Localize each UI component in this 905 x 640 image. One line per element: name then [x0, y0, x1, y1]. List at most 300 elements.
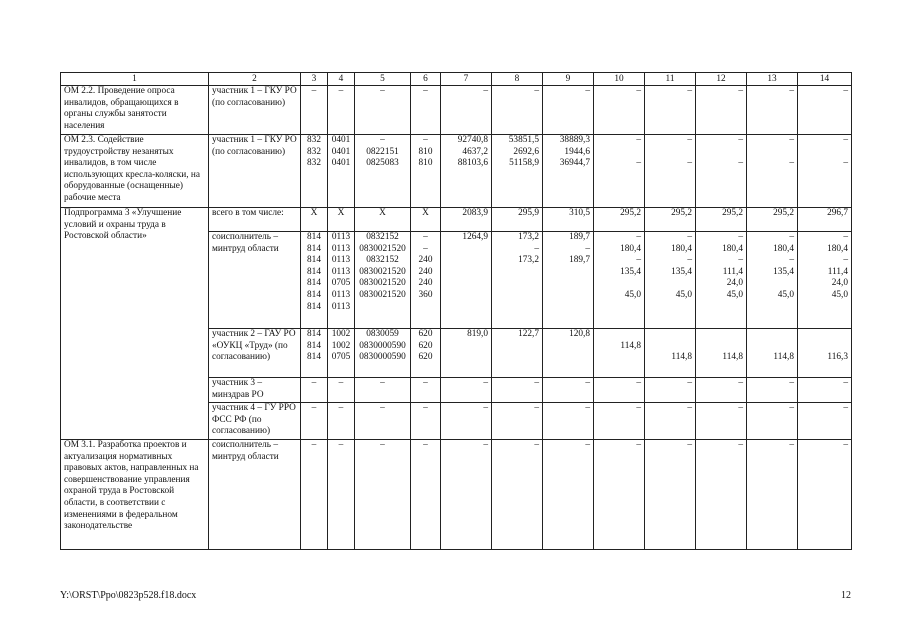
value-cell: [492, 208, 543, 232]
cell-value: 814: [307, 301, 321, 312]
cell-value: [444, 352, 488, 364]
cell-value: [801, 302, 848, 314]
cell-value: 0113: [331, 266, 351, 277]
cell-value: 180,4: [722, 243, 743, 254]
cell-value: 0825083: [366, 158, 399, 169]
cell-value: [648, 329, 692, 341]
value-cell: [492, 440, 543, 550]
cell-value: 45,0: [675, 289, 692, 300]
measure-name-cell: ОМ 3.1. Разработка проектов и актуализация нормативных правовых актов, направленных на совершенствование управления охраной труда в Ростовской области, в соответствии с изменениями в федеральном законодательстве: [61, 440, 209, 550]
cell-value: Х: [422, 208, 429, 218]
cell-value: –: [585, 403, 590, 413]
cell-value: –: [636, 378, 641, 388]
value-cell: [645, 232, 696, 329]
value-cell: [696, 440, 747, 550]
value-cell: [747, 403, 798, 440]
cell-value: [648, 147, 692, 159]
value-cell: [594, 232, 645, 329]
cell-value: –: [534, 86, 539, 96]
column-number-header: 14: [798, 73, 852, 86]
cell-value: 814: [307, 329, 321, 339]
cell-value: –: [380, 378, 385, 388]
cell-value: –: [423, 440, 428, 450]
cell-value: 38889,3: [559, 135, 590, 145]
cell-value: –: [483, 86, 488, 96]
cell-value: 240: [418, 266, 433, 277]
column-number-header: 5: [355, 73, 411, 86]
cell-value: 832: [307, 146, 321, 157]
cell-value: 24,0: [831, 278, 848, 289]
cell-value: 295,2: [722, 208, 743, 218]
value-cell: [301, 378, 328, 403]
cell-value: –: [843, 86, 848, 96]
cell-value: 295,9: [518, 208, 539, 218]
value-cell: [798, 86, 852, 135]
cell-value: –: [636, 232, 641, 242]
value-cell: [328, 135, 355, 208]
column-number-header: 12: [696, 73, 747, 86]
cell-value: [444, 341, 488, 353]
cell-value: 36944,7: [559, 158, 590, 169]
cell-value: –: [843, 255, 848, 266]
cell-value: [801, 341, 848, 353]
cell-value: –: [687, 378, 692, 388]
cell-value: 814: [307, 340, 321, 351]
value-cell: [301, 86, 328, 135]
cell-value: –: [636, 86, 641, 96]
cell-value: –: [738, 378, 743, 388]
cell-value: –: [843, 403, 848, 413]
value-cell: [328, 208, 355, 232]
cell-value: [699, 147, 743, 159]
cell-value: 1264,9: [462, 232, 488, 242]
cell-value: 180,4: [620, 243, 641, 254]
cell-value: –: [534, 243, 539, 254]
cell-value: 0113: [331, 255, 351, 266]
cell-value: 88103,6: [457, 158, 488, 169]
cell-value: [546, 302, 590, 314]
cell-value: –: [738, 86, 743, 96]
cell-value: [597, 352, 641, 364]
cell-value: [801, 329, 848, 341]
value-cell: [543, 378, 594, 403]
participant-cell: участник 1 – ГКУ РО (по согласованию): [209, 86, 301, 135]
cell-value: 0830021520: [359, 278, 406, 289]
cell-value: 111,4: [827, 266, 848, 277]
value-cell: [441, 329, 492, 378]
cell-value: –: [789, 86, 794, 96]
cell-value: –: [738, 135, 743, 145]
cell-value: [444, 302, 488, 314]
cell-value: 810: [418, 146, 433, 157]
cell-value: 180,4: [671, 243, 692, 254]
cell-value: 173,2: [518, 255, 539, 266]
table-row: [61, 208, 852, 232]
cell-value: –: [738, 403, 743, 413]
value-cell: [798, 208, 852, 232]
value-cell: [543, 86, 594, 135]
cell-value: [495, 290, 539, 302]
cell-value: –: [636, 440, 641, 450]
value-cell: [492, 232, 543, 329]
cell-value: [750, 302, 794, 314]
cell-value: 45,0: [624, 289, 641, 300]
value-cell: [355, 403, 411, 440]
cell-value: –: [483, 440, 488, 450]
participant-cell: соисполнитель – минтруд области: [209, 440, 301, 550]
value-cell: [543, 135, 594, 208]
cell-value: –: [789, 135, 794, 145]
measure-name-cell: Подпрограмма 3 «Улучшение условий и охраны труда в Ростовской области»: [61, 208, 209, 440]
measure-name-cell: ОМ 2.2. Проведение опроса инвалидов, обращающихся в органы службы занятости населения: [61, 86, 209, 135]
cell-value: [444, 278, 488, 290]
cell-value: [495, 352, 539, 364]
cell-value: 173,2: [518, 232, 539, 242]
column-number-header: 1: [61, 73, 209, 86]
cell-value: 0830000590: [359, 352, 406, 363]
cell-value: –: [789, 403, 794, 413]
cell-value: 53851,5: [508, 135, 539, 145]
value-cell: [411, 208, 441, 232]
cell-value: 0113: [331, 243, 351, 254]
cell-value: 180,4: [827, 243, 848, 254]
column-number-header: 2: [209, 73, 301, 86]
cell-value: –: [687, 255, 692, 266]
value-cell: [411, 440, 441, 550]
page-number: 12: [841, 590, 851, 601]
cell-value: 135,4: [671, 266, 692, 277]
value-cell: [645, 403, 696, 440]
cell-value: Х: [379, 208, 386, 218]
value-cell: [645, 378, 696, 403]
cell-value: 1002: [331, 329, 351, 339]
cell-value: 1944,6: [564, 146, 590, 157]
value-cell: [411, 232, 441, 329]
participant-cell: всего в том числе:: [209, 208, 301, 232]
value-cell: [798, 378, 852, 403]
value-cell: [543, 208, 594, 232]
participant-cell: участник 3 – минздрав РО: [209, 378, 301, 403]
cell-value: –: [380, 86, 385, 96]
cell-value: 0830021520: [359, 266, 406, 277]
cell-value: –: [687, 158, 692, 169]
cell-value: 240: [418, 255, 433, 266]
value-cell: [355, 135, 411, 208]
cell-value: [412, 302, 439, 314]
value-cell: [696, 232, 747, 329]
cell-value: Х: [337, 208, 345, 218]
budget-table: [60, 72, 852, 550]
value-cell: [747, 440, 798, 550]
cell-value: –: [789, 158, 794, 169]
cell-value: [750, 147, 794, 159]
cell-value: –: [423, 86, 428, 96]
column-number-header: 3: [301, 73, 328, 86]
cell-value: 295,2: [671, 208, 692, 218]
cell-value: –: [338, 403, 344, 413]
cell-value: [495, 267, 539, 279]
cell-value: [750, 341, 794, 353]
cell-value: 114,8: [620, 340, 641, 351]
cell-value: –: [843, 440, 848, 450]
cell-value: 814: [307, 352, 321, 363]
cell-value: 310,5: [569, 208, 590, 218]
cell-value: 0705: [331, 278, 351, 289]
cell-value: [495, 278, 539, 290]
column-number-header: 9: [543, 73, 594, 86]
cell-value: 819,0: [467, 329, 488, 339]
value-cell: [328, 440, 355, 550]
cell-value: 45,0: [726, 289, 743, 300]
cell-value: 116,3: [827, 352, 848, 363]
value-cell: [355, 232, 411, 329]
value-cell: [355, 378, 411, 403]
cell-value: 180,4: [773, 243, 794, 254]
value-cell: [594, 135, 645, 208]
cell-value: 120,8: [569, 329, 590, 339]
cell-value: –: [636, 158, 641, 169]
cell-value: 0401: [331, 135, 351, 145]
cell-value: –: [843, 378, 848, 388]
value-cell: [747, 86, 798, 135]
cell-value: –: [585, 440, 590, 450]
cell-value: –: [380, 135, 385, 145]
value-cell: [645, 86, 696, 135]
value-cell: [441, 440, 492, 550]
cell-value: –: [380, 440, 385, 450]
value-cell: [492, 378, 543, 403]
cell-value: –: [789, 255, 794, 266]
value-cell: [543, 440, 594, 550]
cell-value: –: [789, 378, 794, 388]
table-row: [61, 135, 852, 208]
cell-value: –: [534, 403, 539, 413]
cell-value: 296,7: [827, 208, 848, 218]
value-cell: [492, 329, 543, 378]
column-number-header: 8: [492, 73, 543, 86]
table-row: [61, 86, 852, 135]
value-cell: [594, 329, 645, 378]
cell-value: [546, 278, 590, 290]
value-cell: [696, 135, 747, 208]
header-row: [61, 73, 852, 86]
cell-value: 0832152: [366, 232, 399, 242]
cell-value: 620: [418, 329, 433, 339]
value-cell: [696, 329, 747, 378]
value-cell: [594, 440, 645, 550]
cell-value: 620: [418, 340, 433, 351]
cell-value: –: [585, 86, 590, 96]
value-cell: [441, 378, 492, 403]
cell-value: –: [311, 403, 317, 413]
cell-value: 295,2: [620, 208, 641, 218]
document-file-path: Y:\ORST\Ppo\0823p528.f18.docx: [60, 590, 197, 601]
cell-value: –: [738, 158, 743, 169]
value-cell: [696, 403, 747, 440]
cell-value: 2083,9: [462, 208, 488, 218]
value-cell: [645, 440, 696, 550]
value-cell: [355, 208, 411, 232]
cell-value: –: [585, 378, 590, 388]
value-cell: [645, 329, 696, 378]
cell-value: [597, 147, 641, 159]
value-cell: [543, 403, 594, 440]
value-cell: [411, 135, 441, 208]
cell-value: [597, 329, 641, 341]
value-cell: [328, 403, 355, 440]
cell-value: –: [338, 378, 344, 388]
cell-value: 45,0: [831, 289, 848, 300]
cell-value: –: [483, 378, 488, 388]
value-cell: [645, 135, 696, 208]
cell-value: –: [687, 232, 692, 242]
cell-value: [444, 255, 488, 267]
cell-value: 2692,6: [513, 146, 539, 157]
value-cell: [328, 232, 355, 329]
cell-value: 832: [307, 158, 321, 169]
column-number-header: 4: [328, 73, 355, 86]
value-cell: [328, 378, 355, 403]
value-cell: [798, 440, 852, 550]
cell-value: 360: [418, 289, 433, 300]
cell-value: [648, 341, 692, 353]
value-cell: [696, 378, 747, 403]
cell-value: 135,4: [620, 266, 641, 277]
cell-value: [444, 244, 488, 256]
cell-value: [495, 302, 539, 314]
cell-value: –: [423, 232, 428, 242]
cell-value: [495, 341, 539, 353]
value-cell: [747, 208, 798, 232]
cell-value: [750, 278, 794, 290]
value-cell: [301, 208, 328, 232]
cell-value: 0113: [331, 232, 351, 242]
cell-value: [546, 352, 590, 364]
cell-value: 0113: [331, 289, 351, 300]
cell-value: [597, 302, 641, 314]
cell-value: [648, 278, 692, 290]
table-row: [61, 440, 852, 550]
cell-value: 0830059: [366, 329, 399, 339]
value-cell: [594, 86, 645, 135]
cell-value: [444, 290, 488, 302]
cell-value: 92740,8: [457, 135, 488, 145]
participant-cell: участник 4 – ГУ РРО ФСС РФ (по согласованию): [209, 403, 301, 440]
cell-value: 814: [307, 243, 321, 254]
cell-value: –: [534, 378, 539, 388]
cell-value: –: [738, 255, 743, 266]
value-cell: [411, 86, 441, 135]
value-cell: [747, 135, 798, 208]
cell-value: 240: [418, 278, 433, 289]
cell-value: –: [738, 440, 743, 450]
cell-value: –: [311, 378, 317, 388]
cell-value: 814: [307, 278, 321, 289]
cell-value: 0830021520: [359, 289, 406, 300]
measure-name-cell: ОМ 2.3. Содействие трудоустройству незанятых инвалидов, в том числе использующих кресла-коляски, на оборудованные (оснащенные) рабочие места: [61, 135, 209, 208]
cell-value: 0822151: [366, 146, 399, 157]
value-cell: [441, 403, 492, 440]
value-cell: [798, 329, 852, 378]
cell-value: 814: [307, 232, 321, 242]
column-number-header: 11: [645, 73, 696, 86]
column-number-header: 10: [594, 73, 645, 86]
cell-value: [356, 302, 409, 314]
cell-value: –: [423, 403, 428, 413]
cell-value: 0832152: [366, 255, 399, 266]
cell-value: –: [789, 440, 794, 450]
value-cell: [798, 403, 852, 440]
cell-value: 0113: [331, 301, 351, 312]
value-cell: [301, 135, 328, 208]
value-cell: [492, 86, 543, 135]
cell-value: 114,8: [773, 352, 794, 363]
value-cell: [441, 208, 492, 232]
cell-value: 1002: [331, 340, 351, 351]
value-cell: [301, 329, 328, 378]
cell-value: 51158,9: [509, 158, 539, 169]
value-cell: [328, 329, 355, 378]
cell-value: 814: [307, 255, 321, 266]
cell-value: –: [843, 232, 848, 242]
cell-value: –: [585, 243, 590, 254]
value-cell: [355, 440, 411, 550]
cell-value: –: [789, 232, 794, 242]
value-cell: [441, 86, 492, 135]
value-cell: [696, 86, 747, 135]
cell-value: 814: [307, 266, 321, 277]
value-cell: [645, 208, 696, 232]
value-cell: [543, 329, 594, 378]
cell-value: –: [311, 86, 317, 96]
cell-value: 135,4: [773, 266, 794, 277]
cell-value: [699, 341, 743, 353]
value-cell: [328, 86, 355, 135]
cell-value: [699, 329, 743, 341]
participant-cell: участник 2 – ГАУ РО «ОУКЦ «Труд» (по согласованию): [209, 329, 301, 378]
cell-value: –: [423, 135, 428, 145]
cell-value: –: [687, 135, 692, 145]
value-cell: [441, 232, 492, 329]
cell-value: –: [738, 232, 743, 242]
cell-value: [648, 302, 692, 314]
cell-value: –: [843, 158, 848, 169]
cell-value: 189,7: [569, 232, 590, 242]
cell-value: 114,8: [722, 352, 743, 363]
cell-value: 832: [307, 135, 321, 145]
cell-value: –: [843, 135, 848, 145]
cell-value: –: [338, 86, 344, 96]
cell-value: –: [687, 86, 692, 96]
cell-value: [699, 302, 743, 314]
value-cell: [301, 440, 328, 550]
value-cell: [441, 135, 492, 208]
value-cell: [594, 403, 645, 440]
cell-value: 810: [418, 158, 433, 169]
cell-value: –: [483, 403, 488, 413]
cell-value: 0705: [331, 352, 351, 363]
cell-value: 189,7: [569, 255, 590, 266]
cell-value: 620: [418, 352, 433, 363]
cell-value: [801, 147, 848, 159]
column-number-header: 7: [441, 73, 492, 86]
cell-value: 45,0: [777, 289, 794, 300]
cell-value: –: [380, 403, 385, 413]
value-cell: [411, 329, 441, 378]
participant-cell: соисполнитель – минтруд области: [209, 232, 301, 329]
column-number-header: 6: [411, 73, 441, 86]
cell-value: 0401: [331, 158, 351, 169]
